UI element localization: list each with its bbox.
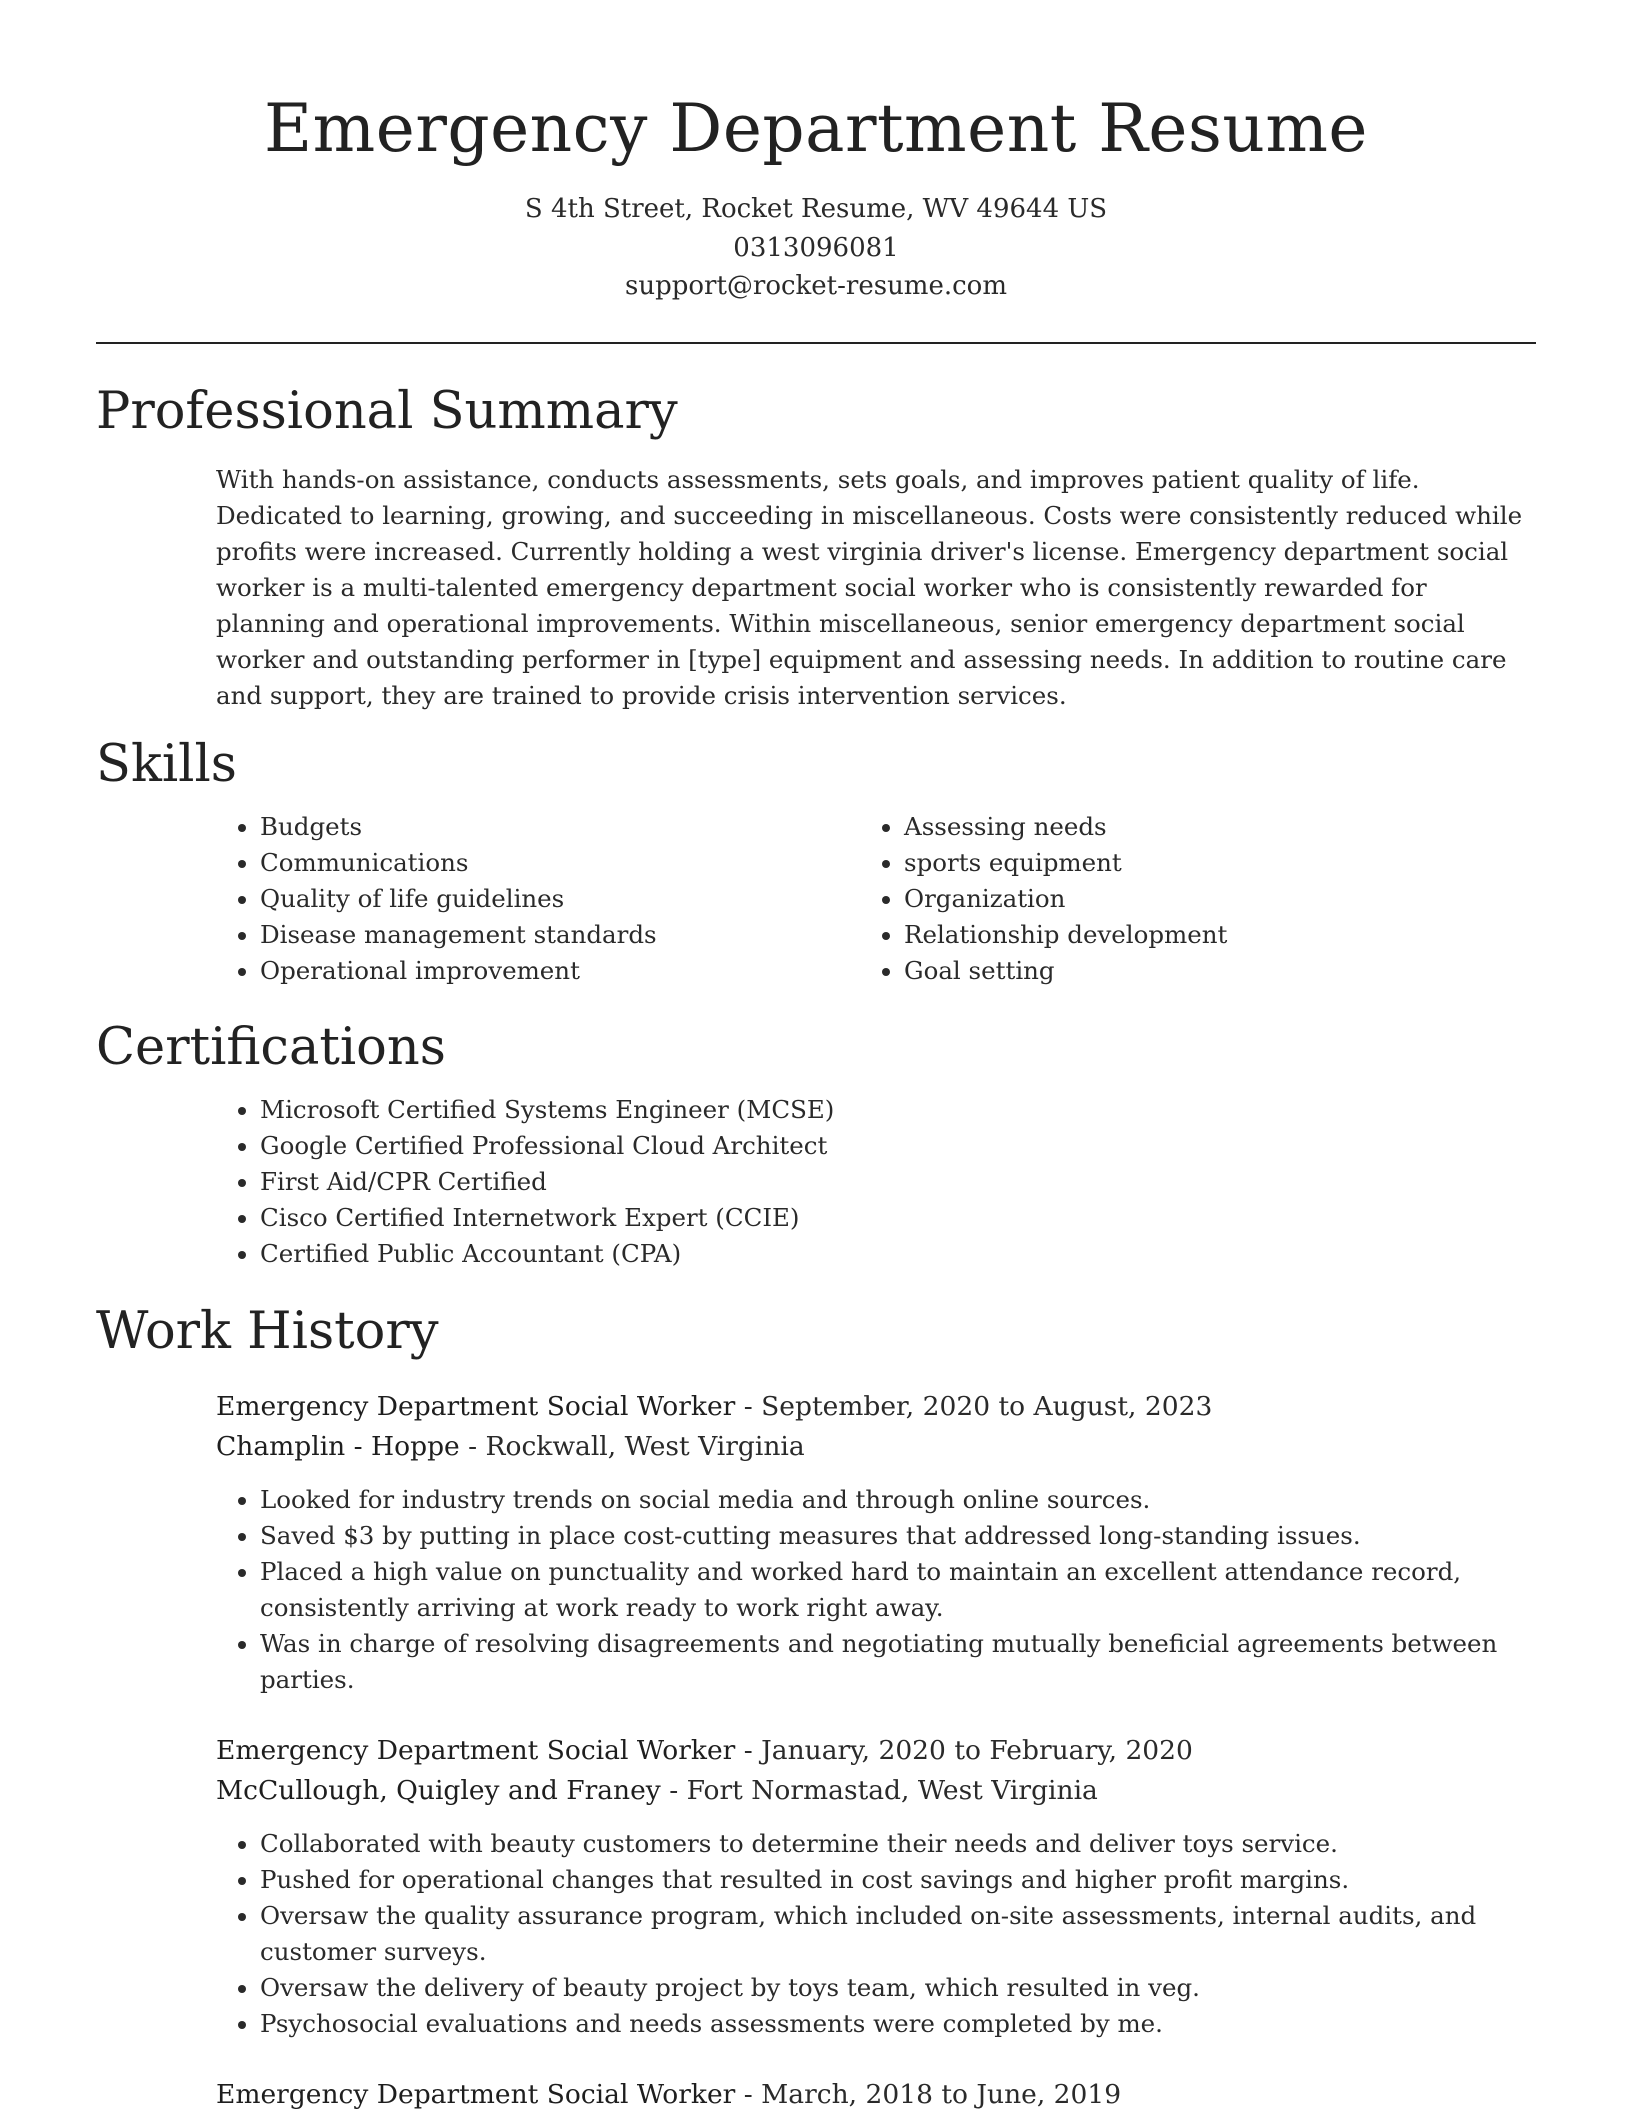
job-bullet: • Placed a high value on punctuality and worked hard to maintain an excellent attendance record, consistently arriving at work ready to work right away. [260,1554,1582,1626]
job-location: Rockwall, West Virginia [485,1431,805,1462]
work-history-heading: Work History [96,1302,439,1361]
job-bullet: • Psychosocial evaluations and needs assessments were completed by me. [260,2006,1582,2042]
job-title: Emergency Department Social Worker [216,1735,736,1766]
job-dates: March, 2018 to June, 2019 [761,2079,1122,2110]
skill-item: • Relationship development [904,917,1544,953]
separator: - [735,1735,762,1766]
skill-item: • Goal setting [904,953,1544,989]
job-bullet: • Was in charge of resolving disagreements and negotiating mutually beneficial agreements between parties. [260,1626,1582,1698]
skills-list-left [216,809,820,989]
job-bullet: • Saved $3 by putting in place cost-cutting measures that addressed long-standing issues. [260,1518,1582,1554]
skill-item: • Quality of life guidelines [260,881,820,917]
separator: - [660,1775,687,1806]
skill-item: • Operational improvement [260,953,820,989]
job-title-line [216,2075,1121,2115]
certification-item: • Microsoft Certified Systems Engineer (MCSE) [260,1092,1582,1128]
separator: - [735,1391,762,1422]
skills-heading: Skills [96,735,237,794]
job-dates: September, 2020 to August, 2023 [761,1391,1213,1422]
job-bullet: • Oversaw the delivery of beauty project by toys team, which resulted in veg. [260,1970,1582,2006]
job-title: Emergency Department Social Worker [216,2079,736,2110]
job-dates: January, 2020 to February, 2020 [761,1735,1193,1766]
resume-title: Emergency Department Resume [264,90,1368,167]
job-company: Champlin - Hoppe [216,1431,460,1462]
certification-item: • Certified Public Accountant (CPA) [260,1236,1582,1272]
contact-email[interactable]: support@rocket-resume.com [624,271,1007,301]
job-bullet: • Collaborated with beauty customers to determine their needs and deliver toys service. [260,1826,1582,1862]
job-bullet: • Looked for industry trends on social media and through online sources. [260,1482,1582,1518]
job-title-line [216,1387,1212,1427]
job-bullets [216,1826,1582,2042]
job-title-line [216,1731,1193,1771]
job-title: Emergency Department Social Worker [216,1391,736,1422]
skills-list-right [860,809,1544,989]
separator: - [459,1431,486,1462]
job-company-line [216,1771,1098,1811]
job-bullet: • Oversaw the quality assurance program, which included on-site assessments, internal audits, and customer surveys. [260,1898,1582,1970]
job-company-line [216,1427,805,1467]
job-location: Fort Normastad, West Virginia [686,1775,1098,1806]
skill-item: • Disease management standards [260,917,820,953]
contact-address: S 4th Street, Rocket Resume, WV 49644 US [524,194,1108,224]
separator: - [735,2079,762,2110]
job-bullets [216,1482,1582,1698]
contact-phone: 0313096081 [733,233,899,263]
summary-heading: Professional Summary [96,382,678,441]
skill-item: • Communications [260,845,820,881]
skill-item: • Budgets [260,809,820,845]
job-company: McCullough, Quigley and Franey [216,1775,661,1806]
certifications-list [216,1092,1582,1272]
skill-item: • sports equipment [904,845,1544,881]
summary-text: With hands-on assistance, conducts assessments, sets goals, and improves patient quality of life. Dedicated to learning, growing, and succeeding in miscellaneous. Costs were consistently reduced while profits were increased. Currently holding a west virginia driver's license. Emergency department social worker is a multi-talented emergency department social worker who is consistently rewarded for planning and operational improvements. Within miscellaneous, senior emergency department social worker and outstanding performer in [type] equipment and assessing needs. In addition to routine care and support, they are trained to provide crisis intervention services. [216,465,1523,710]
skill-item: • Organization [904,881,1544,917]
header-divider [96,342,1536,344]
skill-item: • Assessing needs [904,809,1544,845]
certifications-heading: Certifications [96,1018,446,1077]
job-bullet: • Pushed for operational changes that resulted in cost savings and higher profit margins. [260,1862,1582,1898]
certification-item: • Cisco Certified Internetwork Expert (CCIE) [260,1200,1582,1236]
certification-item: • Google Certified Professional Cloud Architect [260,1128,1582,1164]
certification-item: • First Aid/CPR Certified [260,1164,1582,1200]
